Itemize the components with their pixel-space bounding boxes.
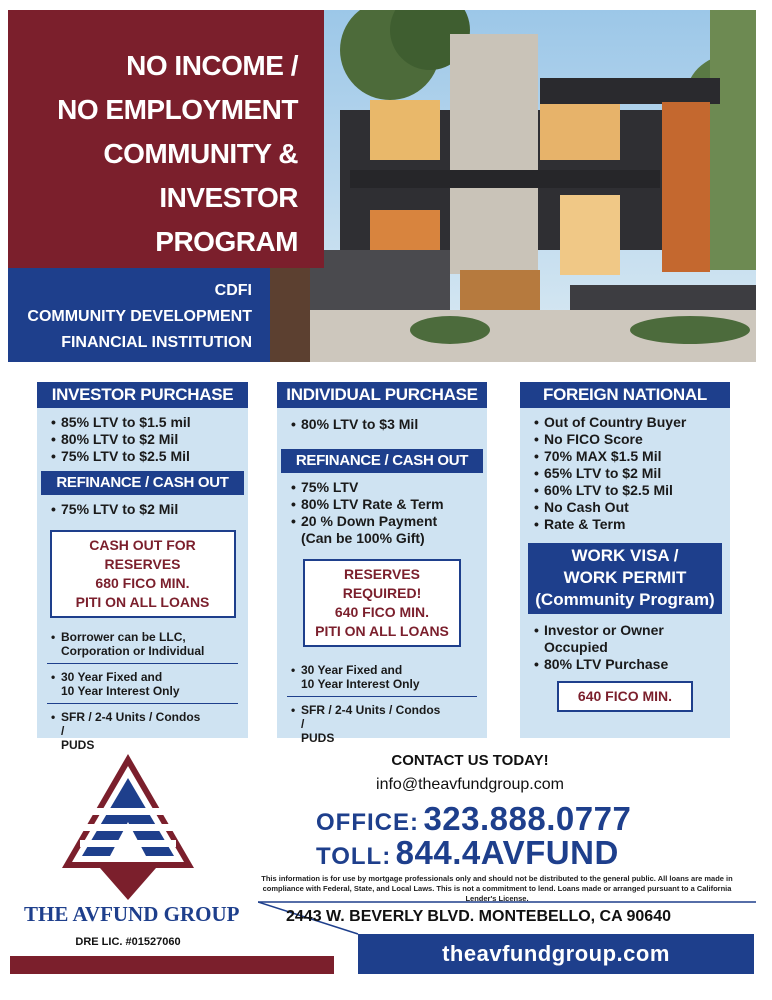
title-line: COMMUNITY & [103,138,298,169]
subtitle-line: CDFI [214,282,252,299]
page-subtitle [18,278,252,356]
list-item: • No Cash Out [534,499,629,515]
list-item: • 80% LTV to $2 Mil [51,431,179,447]
list-item: • 75% LTV to $2 Mil [51,501,179,517]
list-item-continuation: PUDS [301,731,335,745]
list-item: • 70% MAX $1.5 Mil [534,448,662,464]
bullet-list [37,495,248,518]
brand-name: THE AVFUND GROUP [24,902,240,926]
title-line: NO INCOME / [126,50,298,81]
list-item: • Borrower can be LLC, [51,630,186,644]
license-number: DRE LIC. #01527060 [75,936,181,948]
office-label: OFFICE: [316,809,419,836]
list-item-continuation: Corporation or Individual [61,644,205,658]
footer-accent-bar [10,956,334,974]
list-item: • 80% LTV Rate & Term [291,496,444,512]
address: 2443 W. BEVERLY BLVD. MONTEBELLO, CA 90640 [286,908,671,925]
bullet-list [277,473,487,547]
list-item: • No FICO Score [534,431,643,447]
callout-line: RESERVES REQUIRED! [342,566,422,601]
bullet-list [520,408,730,533]
toll-phone[interactable] [316,834,619,872]
bullet-list [277,408,487,433]
callout-line: 680 FICO MIN. [95,575,190,591]
list-item: • 30 Year Fixed and [51,670,163,684]
callout-line: CASH OUT FOR RESERVES [89,537,196,572]
bullet-list [37,664,248,698]
callout-line: PITI ON ALL LOANS [315,623,449,639]
list-item-continuation: PUDS [61,738,95,752]
column-heading: INDIVIDUAL PURCHASE [277,382,487,408]
title-line: NO EMPLOYMENT [57,94,298,125]
callout-line: 640 FICO MIN. [334,604,430,620]
list-item: • SFR / 2-4 Units / Condos [291,703,441,717]
title-line: INVESTOR [159,182,298,213]
bullet-list [520,614,730,673]
visa-heading [528,543,722,614]
list-item: • Investor or Owner [534,622,664,638]
list-item-continuation: / [301,717,305,731]
toll-label: TOLL: [316,843,392,870]
list-item: • 20 % Down Payment [291,513,438,529]
list-item-continuation: 10 Year Interest Only [301,677,420,691]
callout-line: PITI ON ALL LOANS [75,594,210,610]
bullet-list [37,618,248,658]
contact-cta: CONTACT US TODAY! [391,752,549,769]
contact-block [340,752,600,796]
list-item: • Rate & Term [534,516,626,532]
email-link[interactable]: info@theavfundgroup.com [376,776,564,793]
toll-number[interactable]: 844.4AVFUND [395,834,619,871]
office-phone[interactable] [316,800,631,838]
list-item: • 80% LTV Purchase [534,656,669,672]
bullet-list [37,704,248,752]
investor-purchase-panel [37,382,248,752]
section-heading: REFINANCE / CASH OUT [281,449,483,473]
list-item: • 30 Year Fixed and [291,663,403,677]
list-item-continuation: Occupied [544,639,608,655]
column-heading: FOREIGN NATIONAL [520,382,730,408]
disclaimer: This information is for use by mortgage professionals only and should not be distributed to the general public. All loans are made in compliance with Federal, State, and Local Laws. This is not a commitment to lend. Loans made or arranged pursuant to a California Lender's License. [261,874,733,903]
list-item-continuation: / [61,724,65,738]
list-item: • 75% LTV [291,479,359,495]
list-item: • SFR / 2-4 Units / Condos [51,710,201,724]
visa-heading-line: WORK PERMIT [563,568,687,587]
callout-box [50,530,236,618]
list-item: • 75% LTV to $2.5 Mil [51,448,190,464]
title-line: PROGRAM [155,226,298,257]
page-title [36,44,298,264]
callout-box [303,559,461,647]
section-heading: REFINANCE / CASH OUT [41,471,244,495]
foreign-national-panel [520,382,730,738]
subtitle-line: COMMUNITY DEVELOPMENT [27,308,252,325]
visa-heading-line: WORK VISA / [571,546,679,565]
subtitle-line: FINANCIAL INSTITUTION [61,334,252,351]
visa-heading-line: (Community Program) [535,590,715,609]
list-item: • 65% LTV to $2 Mil [534,465,662,481]
hero-banner [8,10,756,362]
list-item-continuation: 10 Year Interest Only [61,684,180,698]
list-item: • 80% LTV to $3 Mil [291,416,419,432]
list-item: • Out of Country Buyer [534,414,687,430]
bullet-list [37,408,248,465]
list-item: • 60% LTV to $2.5 Mil [534,482,673,498]
triangle-logo-icon [60,752,196,902]
callout-box: 640 FICO MIN. [557,681,693,712]
column-heading: INVESTOR PURCHASE [37,382,248,408]
individual-purchase-panel [277,382,487,745]
website-link[interactable]: theavfundgroup.com [358,934,754,974]
office-number[interactable]: 323.888.0777 [423,800,632,837]
list-item: • 85% LTV to $1.5 mil [51,414,191,430]
list-item-continuation: (Can be 100% Gift) [301,530,425,546]
bullet-list [277,647,487,691]
bullet-list [277,697,487,745]
house-photo [270,10,756,362]
